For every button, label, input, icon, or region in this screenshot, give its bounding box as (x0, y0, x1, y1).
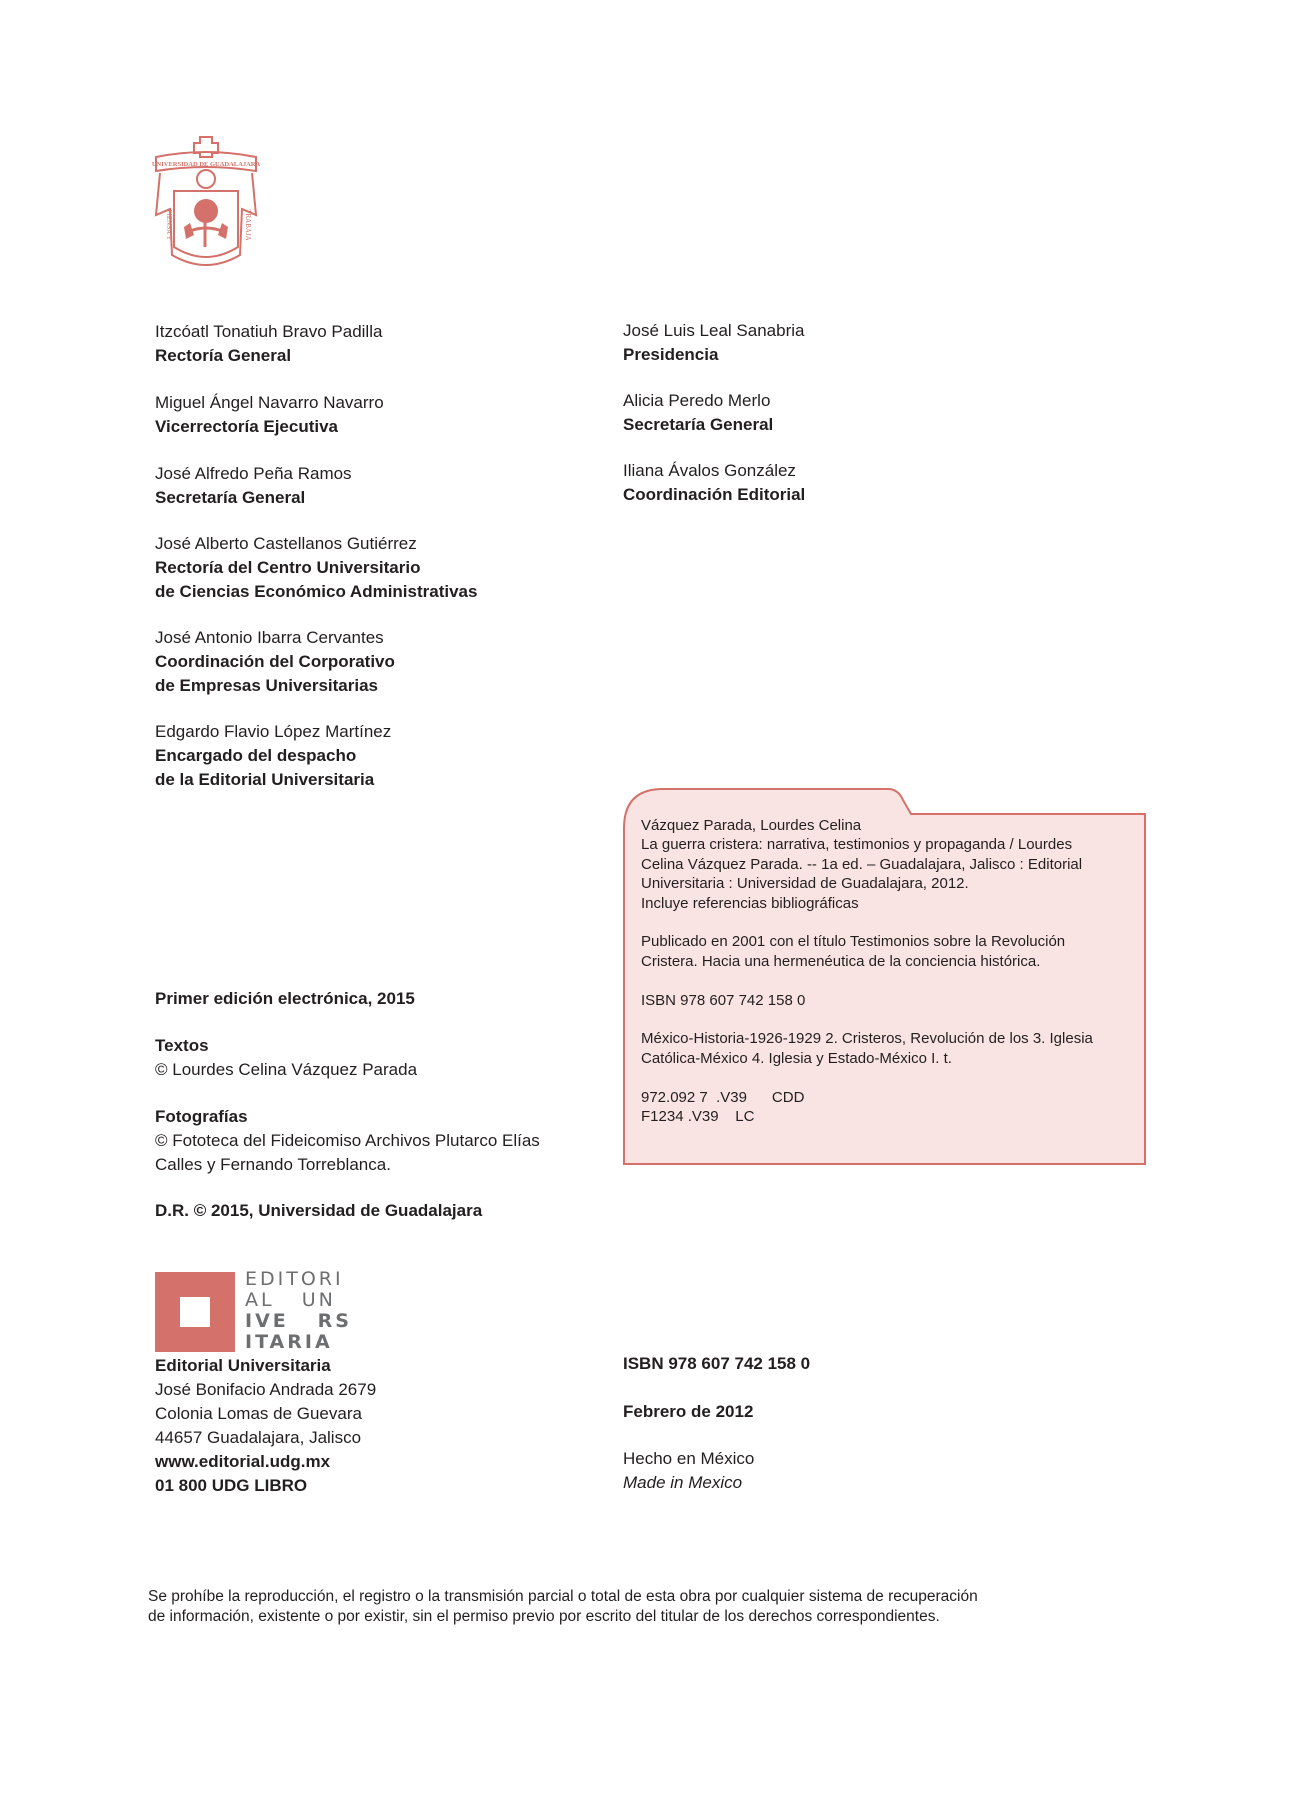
credit-role: de Empresas Universitarias (155, 676, 379, 695)
credit-role: Rectoría del Centro Universitario (155, 558, 421, 577)
editorial-universitaria-logo (155, 1268, 352, 1354)
logo-text: ITARIA (245, 1331, 333, 1353)
credit-presidencia (623, 319, 804, 367)
credit-role: de Ciencias Económico Administrativas (155, 582, 478, 601)
logo-square-icon (155, 1272, 235, 1352)
university-crest-logo (150, 135, 262, 275)
publisher-phone: 01 800 UDG LIBRO (155, 1476, 308, 1495)
credit-name: Edgardo Flavio López Martínez (155, 722, 392, 741)
svg-text:TRABAJA: TRABAJA (244, 209, 252, 241)
credit-role: Coordinación del Corporativo (155, 652, 395, 671)
photos-value: Calles y Fernando Torreblanca. (155, 1155, 391, 1174)
credit-role: Secretaría General (623, 415, 774, 434)
publisher-name: Editorial Universitaria (155, 1356, 331, 1375)
photos-credit (155, 1105, 540, 1177)
texts-value: © Lourdes Celina Vázquez Parada (155, 1060, 418, 1079)
catalog-subjects: México-Historia-1926-1929 2. Cristeros, Revolución de los 3. Iglesia (641, 1030, 1093, 1048)
catalog-isbn: ISBN 978 607 742 158 0 (641, 991, 806, 1009)
catalog-line: Incluye referencias bibliográficas (641, 894, 859, 912)
catalog-line: Vázquez Parada, Lourdes Celina (641, 817, 862, 834)
credit-name: Alicia Peredo Merlo (623, 391, 771, 410)
credit-role: Vicerrectoría Ejecutiva (155, 417, 339, 436)
legal-line: Se prohíbe la reproducción, el registro o la transmisión parcial o total de esta obra por cualquier sistema de recuperación (148, 1588, 978, 1605)
isbn: ISBN 978 607 742 158 0 (623, 1354, 811, 1373)
credit-name: Miguel Ángel Navarro Navarro (155, 393, 384, 412)
credit-name: José Antonio Ibarra Cervantes (155, 628, 384, 647)
logo-text: AL UN (245, 1289, 336, 1311)
credit-editorial (155, 720, 391, 792)
legal-line: de información, existente o por existir, sin el permiso previo por escrito del titular de los derechos correspondientes. (148, 1608, 940, 1625)
credit-name: José Alfredo Peña Ramos (155, 464, 352, 483)
rights-note: D.R. © 2015, Universidad de Guadalajara (155, 1201, 483, 1220)
credit-secretaria-general (623, 389, 773, 437)
logo-text: EDITORI (245, 1268, 344, 1290)
credit-name: José Alberto Castellanos Gutiérrez (155, 534, 417, 553)
credit-role: de la Editorial Universitaria (155, 770, 375, 789)
photos-label: Fotografías (155, 1107, 248, 1126)
publication-date: Febrero de 2012 (623, 1402, 754, 1421)
catalog-line: Cristera. Hacia una hermenéutica de la conciencia histórica. (641, 952, 1041, 970)
legal-notice (148, 1587, 978, 1627)
credit-cucea (155, 532, 477, 604)
address-line: José Bonifacio Andrada 2679 (155, 1380, 377, 1399)
credit-role: Encargado del despacho (155, 746, 357, 765)
catalog-line: Universitaria : Universidad de Guadalajara, 2012. (641, 875, 969, 893)
credit-name: José Luis Leal Sanabria (623, 321, 805, 340)
texts-credit (155, 1034, 417, 1082)
texts-label: Textos (155, 1036, 209, 1055)
catalog-classification: 972.092 7 .V39 CDD (641, 1088, 805, 1106)
credit-name: Iliana Ávalos González (623, 461, 796, 480)
credit-vicerrector (155, 391, 384, 439)
edition-note: Primer edición electrónica, 2015 (155, 989, 415, 1008)
publisher-website: www.editorial.udg.mx (155, 1452, 331, 1471)
photos-value: © Fototeca del Fideicomiso Archivos Plutarco Elías (155, 1131, 540, 1150)
credit-coordinacion (623, 459, 805, 507)
made-in (623, 1447, 754, 1495)
address-line: 44657 Guadalajara, Jalisco (155, 1428, 362, 1447)
address-line: Colonia Lomas de Guevara (155, 1404, 362, 1423)
svg-text:PIENSA Y: PIENSA Y (165, 209, 173, 241)
catalog-line: La guerra cristera: narrativa, testimonios y propaganda / Lourdes (641, 836, 1073, 854)
credit-rector (155, 320, 382, 368)
catalog-line: Celina Vázquez Parada. -- 1a ed. – Guadalajara, Jalisco : Editorial (641, 855, 1083, 873)
credit-secretaria (155, 462, 352, 510)
catalog-line: Publicado en 2001 con el título Testimonios sobre la Revolución (641, 933, 1066, 951)
credit-corporativo (155, 626, 395, 698)
credit-role: Secretaría General (155, 488, 306, 507)
publisher-address (155, 1354, 376, 1498)
made-in-en: Made in Mexico (623, 1473, 743, 1492)
credit-name: Itzcóatl Tonatiuh Bravo Padilla (155, 322, 383, 341)
svg-text:UNIVERSIDAD DE GUADALAJARA: UNIVERSIDAD DE GUADALAJARA (151, 161, 261, 168)
logo-text: IVE RS (245, 1310, 352, 1332)
made-in-es: Hecho en México (623, 1449, 755, 1468)
credit-role: Rectoría General (155, 346, 292, 365)
catalog-classification: F1234 .V39 LC (641, 1108, 755, 1126)
credit-role: Presidencia (623, 345, 719, 364)
catalog-subjects: Católica-México 4. Iglesia y Estado-México I. t. (641, 1049, 952, 1067)
catalog-card (623, 788, 1147, 1165)
credit-role: Coordinación Editorial (623, 485, 806, 504)
